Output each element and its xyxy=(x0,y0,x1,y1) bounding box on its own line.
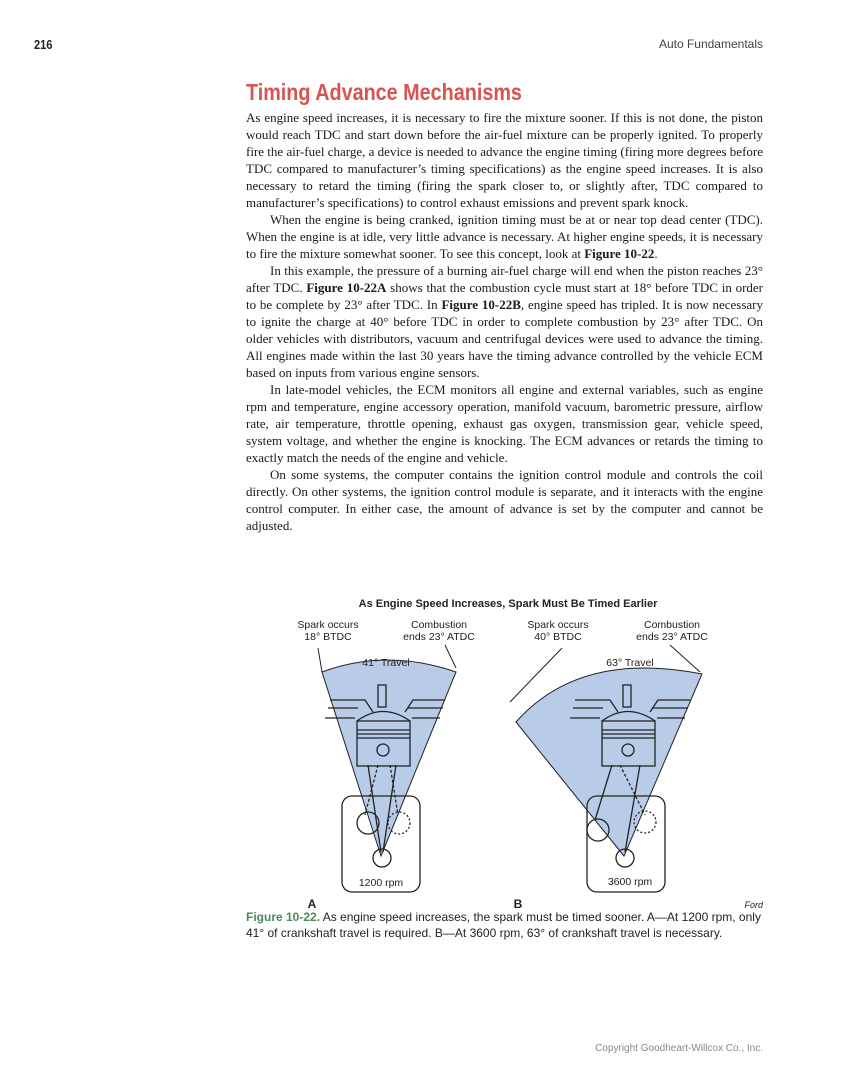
caption-text: As engine speed increases, the spark must be timed sooner. A—At 1200 rpm, only 41° of crankshaft travel is required. B—At 3600 rpm, 63° of crankshaft travel is necessary. xyxy=(246,910,761,940)
figure-title: As Engine Speed Increases, Spark Must Be Timed Earlier xyxy=(358,598,658,610)
text-run: When the engine is being cranked, ignition timing must be at or near top dead center (TDC). When the engine is at idle, very little advance is necessary. At higher engine speeds, it is necessary to fire the mixture somewhat sooner. To see this concept, look at xyxy=(246,212,763,261)
paragraph xyxy=(246,211,763,262)
body-text xyxy=(246,109,763,534)
page-number: 216 xyxy=(34,37,53,52)
figure-reference: Figure 10-22 xyxy=(584,246,655,261)
caption-label: Figure 10-22. xyxy=(246,910,321,924)
travel-label-a: 41° Travel xyxy=(362,657,410,669)
combustion-label-b-2: ends 23° ATDC xyxy=(636,631,708,643)
figure-credit: Ford xyxy=(744,900,763,910)
text-run: In late-model vehicles, the ECM monitors all engine and external variables, such as engine rpm and temperature, engine accessory operation, manifold vacuum, barometric pressure, airflow rate, air temperature, throttle opening, exhaust gas oxygen, transmission gear, vehicle speed, system voltage, and whether the engine is knocking. The ECM advances or retards the timing to exactly match the needs of the engine and vehicle. xyxy=(246,382,763,465)
text-run: , engine speed has tripled. It is now necessary to ignite the charge at 40° before TDC in order to complete combustion by 23° after TDC. On older vehicles with distributors, vacuum and centrifugal devices were used to advance the timing. All engines made within the last 30 years have the timing advance controlled by the vehicle ECM based on inputs from various engine sensors. xyxy=(246,297,764,380)
running-header: Auto Fundamentals xyxy=(658,37,763,51)
section-title: Timing Advance Mechanisms xyxy=(246,79,522,105)
panel-letter-b: B xyxy=(513,897,523,910)
paragraph xyxy=(246,466,763,534)
figure-caption xyxy=(246,909,766,941)
rpm-label-b: 3600 rpm xyxy=(607,876,653,888)
spark-label-b-1: Spark occurs xyxy=(527,619,589,631)
combustion-label-b-1: Combustion xyxy=(643,619,701,631)
paragraph xyxy=(246,109,763,211)
text-run: . xyxy=(654,246,658,261)
panel-a xyxy=(297,619,475,910)
spark-label-b-2: 40° BTDC xyxy=(534,631,582,643)
rpm-label-a: 1200 rpm xyxy=(358,877,404,889)
spark-label-a-1: Spark occurs xyxy=(297,619,359,631)
travel-label-b: 63° Travel xyxy=(606,657,654,669)
panel-letter-a: A xyxy=(307,897,317,910)
text-run: On some systems, the computer contains the ignition control module and controls the coil directly. On other systems, the ignition control module is separate, and it interacts with the engine control computer. In either case, the amount of advance is set by the computer and cannot be adjusted. xyxy=(246,467,763,533)
combustion-label-a-1: Combustion xyxy=(410,619,468,631)
text-run: As engine speed increases, it is necessary to fire the mixture sooner. If this is not done, the piston would reach TDC and start down before the air-fuel mixture can be properly ignited. To properly fire the air-fuel charge, a device is needed to advance the engine timing (firing more degrees before TDC compared to manufacturer’s timing specifications) as the engine speed increases. It is also necessary to retard the timing (firing the spark closer to, or slightly after, TDC compared to manufacturer’s specifications) to control exhaust emissions and prevent spark knock. xyxy=(246,110,763,210)
paragraph xyxy=(246,262,763,381)
copyright-footer: Copyright Goodheart-Willcox Co., Inc. xyxy=(595,1043,763,1054)
figure-reference: Figure 10-22B xyxy=(441,297,521,312)
figure-reference: Figure 10-22A xyxy=(306,280,387,295)
spark-label-a-2: 18° BTDC xyxy=(304,631,352,643)
combustion-label-a-2: ends 23° ATDC xyxy=(403,631,475,643)
panel-b xyxy=(510,619,708,910)
text-run: In this example, the pressure of a burning air-fuel charge will end when the piston reaches 23° after TDC. xyxy=(246,263,763,295)
figure-10-22 xyxy=(240,590,770,910)
paragraph xyxy=(246,381,763,466)
text-run: shows that the combustion cycle must start at 18° before TDC in order to be complete by 23° after TDC. In xyxy=(246,280,764,312)
